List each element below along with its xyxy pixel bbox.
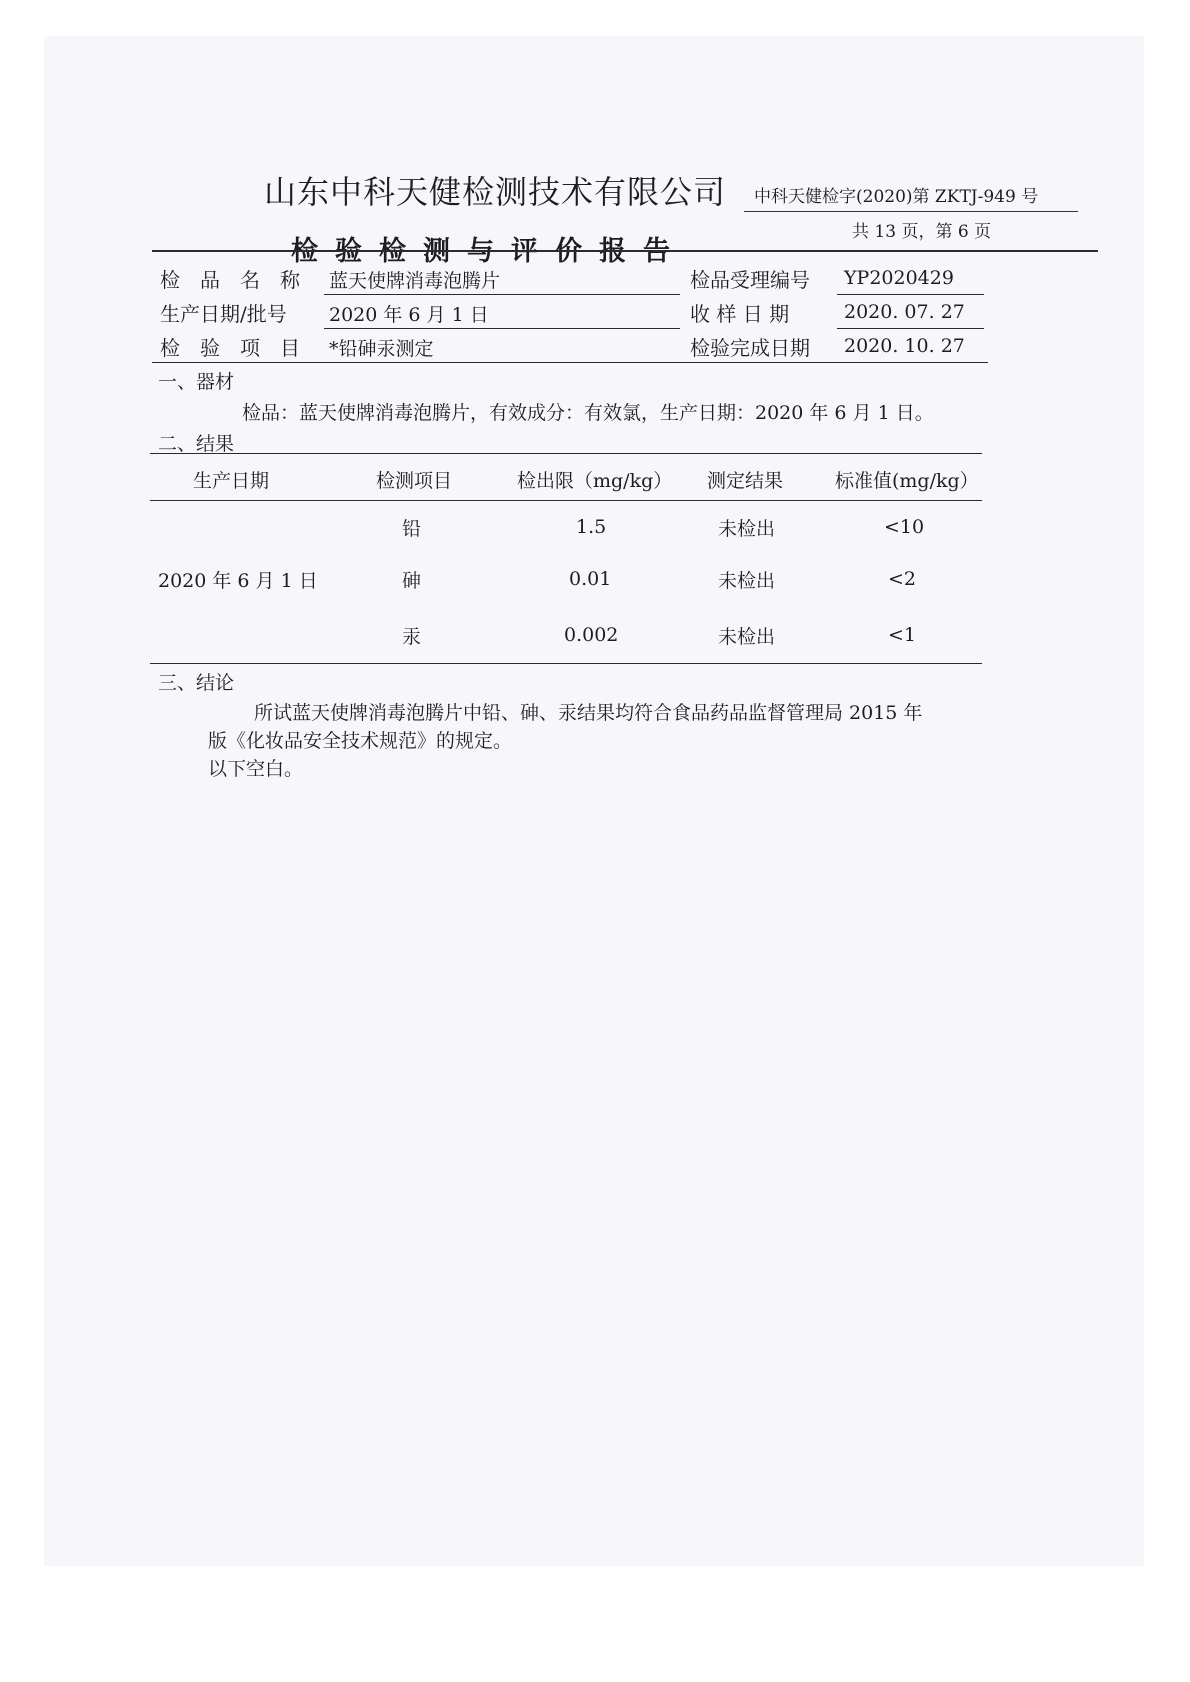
- info-bottom-rule: [152, 362, 988, 363]
- col-header-prod-date: 生产日期: [193, 470, 270, 492]
- result-prod-date: 2020 年 6 月 1 日: [158, 570, 318, 592]
- section-conclusion-heading: 三、结论: [158, 672, 235, 694]
- header-divider: [152, 250, 1098, 252]
- result-item-lead: 铅: [402, 518, 422, 540]
- completed-date-value: 2020. 10. 27: [844, 335, 965, 357]
- equipment-text: 检品：蓝天使牌消毒泡腾片，有效成分：有效氯，生产日期：2020 年 6 月 1 日。: [242, 402, 934, 424]
- result-item-arsenic: 砷: [402, 570, 422, 592]
- sample-name-label: 检 品 名 称: [160, 268, 300, 292]
- result-value-arsenic: 未检出: [718, 570, 776, 592]
- col-header-detection-limit: 检出限（mg/kg）: [517, 470, 673, 492]
- prod-date-value: 2020 年 6 月 1 日: [329, 304, 489, 326]
- col-header-standard: 标准值(mg/kg）: [835, 470, 979, 492]
- company-name: 山东中科天健检测技术有限公司: [264, 173, 727, 211]
- col-header-result: 测定结果: [707, 470, 784, 492]
- blank-below-note: 以下空白。: [208, 758, 304, 780]
- receipt-no-value: YP2020429: [844, 267, 954, 289]
- result-limit-arsenic: 0.01: [569, 568, 612, 590]
- prod-date-underline: [324, 328, 680, 329]
- report-page: [44, 36, 1144, 1566]
- section-results-heading: 二、结果: [158, 433, 235, 455]
- conclusion-line-1: 所试蓝天使牌消毒泡腾片中铅、砷、汞结果均符合食品药品监督管理局 2015 年: [254, 702, 923, 724]
- report-number: 中科天健检字(2020)第 ZKTJ-949 号: [744, 182, 1078, 212]
- receipt-no-label: 检品受理编号: [690, 268, 810, 292]
- result-item-mercury: 汞: [402, 626, 422, 648]
- receipt-no-underline: [837, 294, 984, 295]
- result-standard-lead: <10: [884, 516, 925, 538]
- col-header-test-item: 检测项目: [376, 470, 453, 492]
- result-standard-mercury: <1: [888, 624, 917, 646]
- results-table-bottom-rule: [150, 663, 982, 664]
- report-title: 检验检测与评价报告: [291, 236, 687, 267]
- test-item-value: *铅砷汞测定: [329, 338, 434, 360]
- result-limit-mercury: 0.002: [564, 624, 619, 646]
- test-item-label: 检 验 项 目: [160, 336, 300, 360]
- result-limit-lead: 1.5: [576, 516, 607, 538]
- received-date-label: 收 样 日 期: [690, 302, 790, 326]
- results-table-top-rule: [150, 453, 982, 454]
- result-value-mercury: 未检出: [718, 626, 776, 648]
- received-date-underline: [837, 328, 984, 329]
- section-equipment-heading: 一、器材: [158, 371, 235, 393]
- conclusion-line-2: 版《化妆品安全技术规范》的规定。: [208, 730, 513, 752]
- page-info: 共 13 页，第 6 页: [852, 222, 992, 242]
- result-value-lead: 未检出: [718, 518, 776, 540]
- results-header-rule: [150, 500, 982, 501]
- received-date-value: 2020. 07. 27: [844, 301, 965, 323]
- result-standard-arsenic: <2: [888, 568, 917, 590]
- completed-date-label: 检验完成日期: [690, 336, 810, 360]
- prod-date-label: 生产日期/批号: [160, 302, 287, 326]
- sample-name-value: 蓝天使牌消毒泡腾片: [329, 270, 501, 292]
- sample-name-underline: [324, 294, 680, 295]
